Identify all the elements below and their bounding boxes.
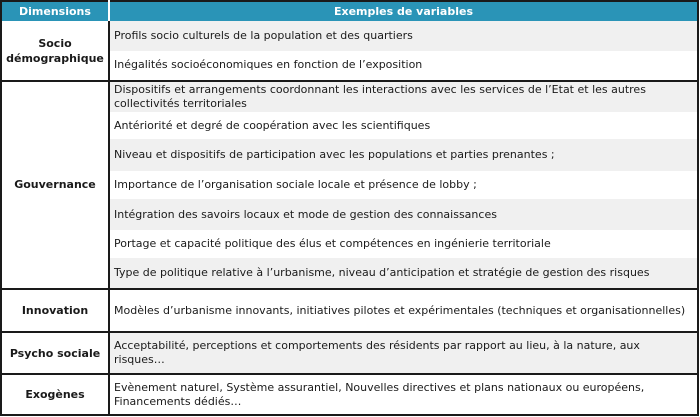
dimension-gouvernance: Gouvernance (1, 81, 109, 289)
variable-cell: Modèles d’urbanisme innovants, initiatives pilotes et expérimentales (techniques et organisationnelles) (109, 289, 698, 333)
variable-cell: Niveau et dispositifs de participation avec les populations et parties prenantes ; (109, 139, 698, 170)
variable-cell: Inégalités socioéconomiques en fonction de l’exposition (109, 51, 698, 81)
header-examples: Exemples de variables (109, 1, 698, 21)
variable-cell: Dispositifs et arrangements coordonnant les interactions avec les services de l’Etat et les autres collectivités territoriales (109, 81, 698, 112)
variable-cell: Importance de l’organisation sociale locale et présence de lobby ; (109, 171, 698, 199)
variable-cell: Intégration des savoirs locaux et mode de gestion des connaissances (109, 199, 698, 230)
table-row (1, 332, 698, 374)
table-row (1, 81, 698, 112)
table-row (1, 21, 698, 51)
variable-cell: Acceptabilité, perceptions et comportements des résidents par rapport au lieu, à la nature, aux risques… (109, 332, 698, 374)
variable-cell: Portage et capacité politique des élus et compétences en ingénierie territoriale (109, 230, 698, 258)
dimension-psycho-sociale: Psycho sociale (1, 332, 109, 374)
variable-cell: Antériorité et degré de coopération avec les scientifiques (109, 112, 698, 139)
variable-cell: Profils socio culturels de la population et des quartiers (109, 21, 698, 51)
header-dimensions: Dimensions (1, 1, 109, 21)
table-row (1, 289, 698, 333)
dimension-innovation: Innovation (1, 289, 109, 333)
variable-cell: Type de politique relative à l’urbanisme, niveau d’anticipation et stratégie de gestion des risques (109, 258, 698, 288)
table-row (1, 374, 698, 415)
variable-cell: Evènement naturel, Système assurantiel, Nouvelles directives et plans nationaux ou européens, Financements dédiés… (109, 374, 698, 415)
table-header-row (1, 1, 698, 21)
dimension-socio-demographique: Socio démographique (1, 21, 109, 82)
dimension-exogenes: Exogènes (1, 374, 109, 415)
